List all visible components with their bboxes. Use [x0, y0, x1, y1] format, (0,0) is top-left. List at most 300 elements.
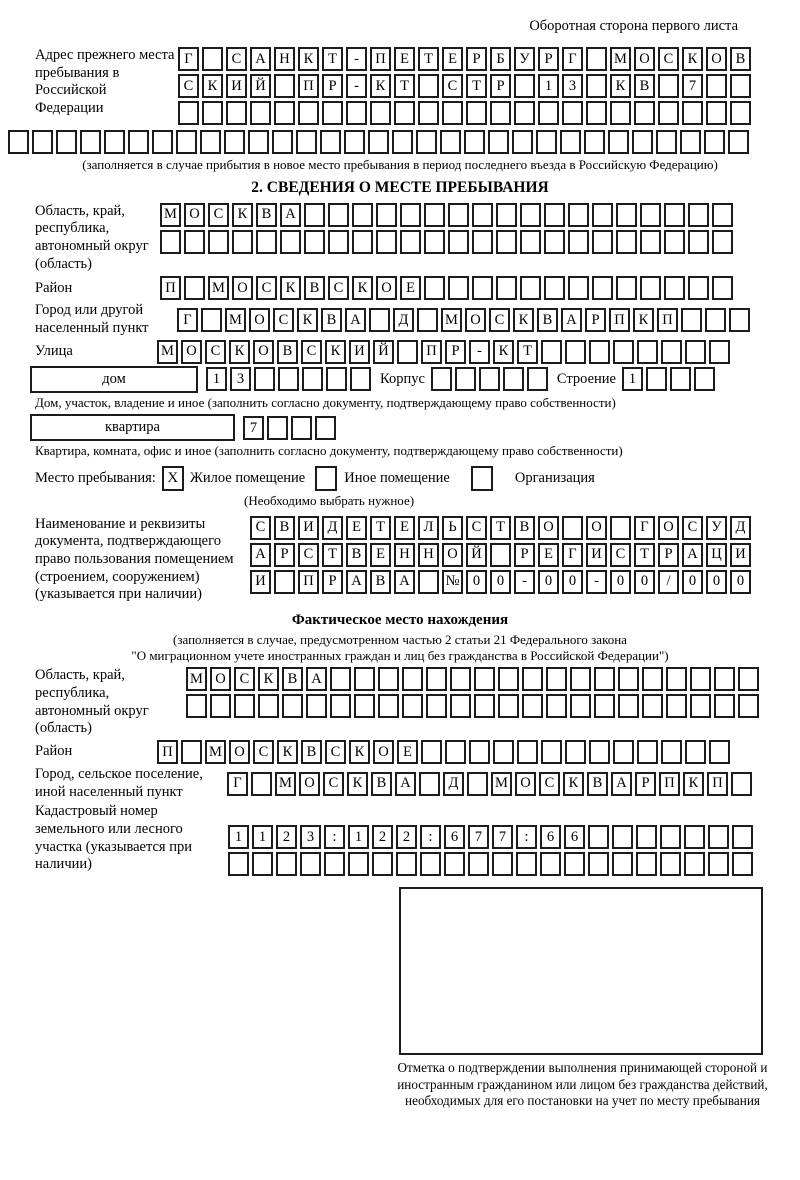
form-cell [479, 367, 500, 391]
form-cell [661, 340, 682, 364]
factual-title: Фактическое место нахождения [291, 611, 509, 628]
form-cell: 1 [348, 825, 369, 849]
form-cell: 7 [682, 74, 703, 98]
form-cell [455, 367, 476, 391]
form-cell [562, 516, 583, 540]
form-cell: А [250, 47, 271, 71]
form-cell: О [538, 516, 559, 540]
form-cell [562, 101, 583, 125]
form-cell [536, 130, 557, 154]
kvartira-box: квартира [30, 414, 235, 441]
form-cell [640, 230, 661, 254]
stroenie-label: Строение [556, 370, 616, 387]
form-cell: О [181, 340, 202, 364]
form-cell [450, 694, 471, 718]
form-cell: О [586, 516, 607, 540]
form-cell: Д [393, 308, 414, 332]
form-cell [304, 203, 325, 227]
form-cell [267, 416, 288, 440]
form-cell [544, 203, 565, 227]
form-cell [426, 667, 447, 691]
form-cell: С [208, 203, 229, 227]
form-cell: Й [373, 340, 394, 364]
kadastr-label: Кадастровый номер земельного или лесного участка (указывается при наличии) [35, 803, 192, 873]
form-cell [656, 130, 677, 154]
form-cell [684, 825, 705, 849]
form-cell [681, 308, 702, 332]
form-cell: С [539, 772, 560, 796]
cell-row-document-2 [250, 543, 754, 567]
form-cell [568, 230, 589, 254]
korpus-label: Корпус [380, 370, 425, 387]
form-cell: К [325, 340, 346, 364]
form-cell [522, 667, 543, 691]
form-cell: В [587, 772, 608, 796]
form-cell: Л [418, 516, 439, 540]
form-cell [690, 694, 711, 718]
form-cell: А [611, 772, 632, 796]
form-cell: - [586, 570, 607, 594]
form-cell: П [298, 74, 319, 98]
dom-note: Дом, участок, владение и иное (заполнить согласно документу, подтверждающему право собственности) [35, 394, 616, 410]
stamp-box [399, 887, 763, 1055]
form-cell [376, 203, 397, 227]
form-cell [565, 340, 586, 364]
form-cell [184, 276, 205, 300]
form-cell [658, 74, 679, 98]
form-cell [688, 203, 709, 227]
form-cell: С [205, 340, 226, 364]
form-cell [738, 694, 759, 718]
form-cell: С [328, 276, 349, 300]
form-cell [514, 101, 535, 125]
form-cell: Е [400, 276, 421, 300]
form-cell [520, 203, 541, 227]
form-cell: У [514, 47, 535, 71]
form-cell [512, 130, 533, 154]
form-cell: О [442, 543, 463, 567]
form-cell: 0 [706, 570, 727, 594]
form-cell [322, 101, 343, 125]
form-cell: Г [227, 772, 248, 796]
form-cell: Т [322, 543, 343, 567]
form-cell [586, 74, 607, 98]
form-cell [418, 101, 439, 125]
form-cell: А [682, 543, 703, 567]
form-cell [612, 852, 633, 876]
factual-note-2: "О миграционном учете иностранных граждан и лиц без гражданства в Российской Федерации") [131, 647, 669, 663]
cell-row-prev-address-3 [178, 101, 754, 125]
form-cell [640, 203, 661, 227]
form-cell [594, 667, 615, 691]
cell-row-raion [160, 276, 736, 300]
form-cell [56, 130, 77, 154]
form-cell: А [394, 570, 415, 594]
header-note: Оборотная сторона первого листа [529, 18, 738, 34]
form-cell [685, 740, 706, 764]
form-cell [417, 308, 438, 332]
form-cell [660, 825, 681, 849]
checkbox-organizatsiya [471, 466, 493, 491]
form-cell [396, 852, 417, 876]
form-cell: Р [322, 74, 343, 98]
cell-row-kadastr-2 [228, 852, 756, 876]
form-cell [472, 203, 493, 227]
cell-row-kadastr-1 [228, 825, 756, 849]
form-cell [369, 308, 390, 332]
form-cell [546, 667, 567, 691]
form-cell [298, 101, 319, 125]
kvartira-note: Квартира, комната, офис и иное (заполнить согласно документу, подтверждающему право собственности) [35, 443, 623, 459]
form-cell: В [634, 74, 655, 98]
form-cell [418, 74, 439, 98]
cell-row-document-1 [250, 516, 754, 540]
form-cell: 7 [243, 416, 264, 440]
form-cell [467, 772, 488, 796]
form-cell [416, 130, 437, 154]
form-cell [421, 740, 442, 764]
form-cell: 0 [466, 570, 487, 594]
form-cell: М [491, 772, 512, 796]
form-cell [658, 101, 679, 125]
form-cell: И [298, 516, 319, 540]
form-cell [350, 367, 371, 391]
form-cell: 6 [564, 825, 585, 849]
form-cell: П [370, 47, 391, 71]
form-cell: А [561, 308, 582, 332]
form-cell: Р [658, 543, 679, 567]
form-cell: 2 [396, 825, 417, 849]
form-cell [208, 230, 229, 254]
form-cell [704, 130, 725, 154]
form-cell: П [298, 570, 319, 594]
form-cell [616, 276, 637, 300]
form-cell [618, 667, 639, 691]
prev-address-block [35, 47, 800, 128]
form-cell: Г [178, 47, 199, 71]
form-cell: С [234, 667, 255, 691]
form-cell: К [229, 340, 250, 364]
form-cell [708, 852, 729, 876]
form-cell [565, 740, 586, 764]
form-cell: П [609, 308, 630, 332]
prev-address-cells [178, 47, 754, 128]
form-cell: 3 [300, 825, 321, 849]
form-cell [378, 694, 399, 718]
form-cell: М [610, 47, 631, 71]
form-cell: К [347, 772, 368, 796]
form-cell [178, 101, 199, 125]
form-cell [664, 203, 685, 227]
form-cell [714, 667, 735, 691]
form-cell [224, 130, 245, 154]
cell-row-factual-oblast-1 [186, 667, 762, 691]
form-cell: В [730, 47, 751, 71]
form-cell: : [420, 825, 441, 849]
form-cell: 0 [682, 570, 703, 594]
form-cell: В [514, 516, 535, 540]
cell-row-oblast-1 [160, 203, 736, 227]
form-cell [397, 340, 418, 364]
form-cell: Е [394, 516, 415, 540]
form-cell: Е [538, 543, 559, 567]
form-cell: К [277, 740, 298, 764]
form-cell: О [465, 308, 486, 332]
form-cell [200, 130, 221, 154]
form-cell: П [657, 308, 678, 332]
form-cell: К [349, 740, 370, 764]
form-cell [610, 516, 631, 540]
form-cell [666, 667, 687, 691]
form-cell [424, 276, 445, 300]
cell-row-factual-gorod [227, 772, 755, 796]
form-cell [354, 694, 375, 718]
form-cell: Н [274, 47, 295, 71]
form-cell: К [258, 667, 279, 691]
form-cell: В [321, 308, 342, 332]
factual-raion-row [35, 740, 800, 764]
form-cell: К [298, 47, 319, 71]
form-cell [420, 852, 441, 876]
form-cell: 3 [230, 367, 251, 391]
form-cell: П [157, 740, 178, 764]
form-cell [258, 694, 279, 718]
form-cell [517, 740, 538, 764]
form-cell [442, 101, 463, 125]
form-cell [278, 367, 299, 391]
form-cell [642, 667, 663, 691]
form-cell: 1 [252, 825, 273, 849]
form-cell [492, 852, 513, 876]
form-cell [392, 130, 413, 154]
form-cell: 0 [538, 570, 559, 594]
form-cell [444, 852, 465, 876]
form-cell: : [516, 825, 537, 849]
form-cell: 0 [634, 570, 655, 594]
form-cell [186, 694, 207, 718]
form-cell [280, 230, 301, 254]
form-cell [632, 130, 653, 154]
option-label-organizatsiya: Организация [514, 469, 595, 486]
form-cell [344, 130, 365, 154]
form-cell: Г [177, 308, 198, 332]
form-cell: 0 [490, 570, 511, 594]
cell-row-factual-oblast-2 [186, 694, 762, 718]
form-cell: А [306, 667, 327, 691]
form-cell: С [250, 516, 271, 540]
form-cell [568, 203, 589, 227]
form-cell [706, 101, 727, 125]
form-cell: : [324, 825, 345, 849]
form-cell [210, 694, 231, 718]
form-cell [250, 101, 271, 125]
form-cell: К [297, 308, 318, 332]
form-cell [541, 740, 562, 764]
form-cell: Т [418, 47, 439, 71]
form-cell: Ь [442, 516, 463, 540]
form-cell: П [421, 340, 442, 364]
form-cell: О [249, 308, 270, 332]
form-cell [202, 47, 223, 71]
form-cell: Т [394, 74, 415, 98]
form-cell [448, 276, 469, 300]
form-cell: Г [562, 543, 583, 567]
form-cell: С [442, 74, 463, 98]
form-cell [104, 130, 125, 154]
form-cell: О [658, 516, 679, 540]
cell-row-prev-address-1 [178, 47, 754, 71]
form-cell: Е [397, 740, 418, 764]
stay-type-note: (Необходимо выбрать нужное) [244, 492, 415, 508]
form-cell [352, 230, 373, 254]
form-cell [228, 852, 249, 876]
form-cell [274, 570, 295, 594]
form-cell: О [253, 340, 274, 364]
form-cell: Т [370, 516, 391, 540]
form-cell: В [346, 543, 367, 567]
form-cell: Е [346, 516, 367, 540]
form-cell: В [537, 308, 558, 332]
form-cell [354, 667, 375, 691]
form-cell [732, 825, 753, 849]
gorod-row [35, 302, 800, 337]
form-cell [560, 130, 581, 154]
form-cell: С [658, 47, 679, 71]
form-cell: Т [466, 74, 487, 98]
form-cell: А [250, 543, 271, 567]
form-cell [402, 694, 423, 718]
form-cell [680, 130, 701, 154]
form-cell [424, 230, 445, 254]
form-cell [176, 130, 197, 154]
form-cell: В [304, 276, 325, 300]
form-cell: П [707, 772, 728, 796]
form-cell: М [160, 203, 181, 227]
form-cell: О [229, 740, 250, 764]
raion-row [35, 276, 800, 300]
form-cell: 0 [730, 570, 751, 594]
form-cell [450, 667, 471, 691]
form-cell: К [563, 772, 584, 796]
form-cell: С [226, 47, 247, 71]
form-cell [709, 340, 730, 364]
form-cell: Р [585, 308, 606, 332]
form-cell: В [277, 340, 298, 364]
form-cell [584, 130, 605, 154]
form-cell [634, 101, 655, 125]
form-cell [419, 772, 440, 796]
document-label: Наименование и реквизиты документа, подтверждающего право пользования помещением (строением, сооружением) (указывается при наличии) [35, 515, 234, 603]
form-cell: Т [634, 543, 655, 567]
form-cell [282, 694, 303, 718]
gorod-label: Город или другой населенный пункт [35, 302, 149, 337]
form-cell: И [349, 340, 370, 364]
form-cell: О [515, 772, 536, 796]
form-cell [80, 130, 101, 154]
form-cell: Ц [706, 543, 727, 567]
form-cell [372, 852, 393, 876]
form-cell: 1 [206, 367, 227, 391]
form-cell [570, 667, 591, 691]
option-label-zhiloe: Жилое помещение [189, 469, 306, 486]
form-cell: 1 [538, 74, 559, 98]
cell-row-kvartira [243, 416, 339, 440]
form-cell [348, 852, 369, 876]
factual-note-1: (заполняется в случае, предусмотренном частью 2 статьи 21 Федерального закона [173, 631, 627, 647]
form-cell: И [586, 543, 607, 567]
form-cell: О [376, 276, 397, 300]
form-cell: О [184, 203, 205, 227]
form-cell [712, 230, 733, 254]
form-cell: Е [394, 47, 415, 71]
form-cell [608, 130, 629, 154]
form-cell [688, 276, 709, 300]
form-cell [498, 694, 519, 718]
form-cell: - [346, 47, 367, 71]
cell-row-stroenie [622, 367, 718, 391]
form-cell [440, 130, 461, 154]
cell-row-document-3 [250, 570, 754, 594]
form-cell [402, 667, 423, 691]
form-cell: Г [634, 516, 655, 540]
form-cell: А [395, 772, 416, 796]
form-cell [538, 101, 559, 125]
form-cell: Р [445, 340, 466, 364]
form-cell: К [610, 74, 631, 98]
form-cell [592, 203, 613, 227]
form-cell: О [210, 667, 231, 691]
form-cell [226, 101, 247, 125]
form-cell [201, 308, 222, 332]
form-cell [708, 825, 729, 849]
form-cell [320, 130, 341, 154]
form-cell [684, 852, 705, 876]
form-cell: О [373, 740, 394, 764]
ulitsa-label: Улица [35, 342, 73, 359]
form-cell: С [301, 340, 322, 364]
form-cell: К [280, 276, 301, 300]
form-cell [326, 367, 347, 391]
form-cell [612, 825, 633, 849]
form-cell [646, 367, 667, 391]
form-cell [152, 130, 173, 154]
form-cell: К [232, 203, 253, 227]
form-cell: О [299, 772, 320, 796]
form-cell [424, 203, 445, 227]
form-cell: К [352, 276, 373, 300]
form-cell [234, 694, 255, 718]
form-cell [232, 230, 253, 254]
form-cell: Н [394, 543, 415, 567]
form-cell [496, 203, 517, 227]
raion-label: Район [35, 279, 73, 296]
form-cell: Т [517, 340, 538, 364]
form-cell: - [514, 570, 535, 594]
form-cell [431, 367, 452, 391]
form-cell: С [253, 740, 274, 764]
dom-box: дом [30, 366, 198, 393]
form-cell: О [706, 47, 727, 71]
form-cell [709, 740, 730, 764]
form-cell [705, 308, 726, 332]
form-cell: № [442, 570, 463, 594]
stay-type-row [35, 466, 800, 491]
form-cell: В [274, 516, 295, 540]
form-cell [636, 825, 657, 849]
form-cell: А [280, 203, 301, 227]
stamp-note: Отметка о подтверждении выполнения принимающей стороной и иностранным гражданином или лицом без гражданства действий, необходимых для его постановки на учет по месту пребывания [397, 1060, 768, 1109]
cell-row-gorod [177, 308, 753, 332]
